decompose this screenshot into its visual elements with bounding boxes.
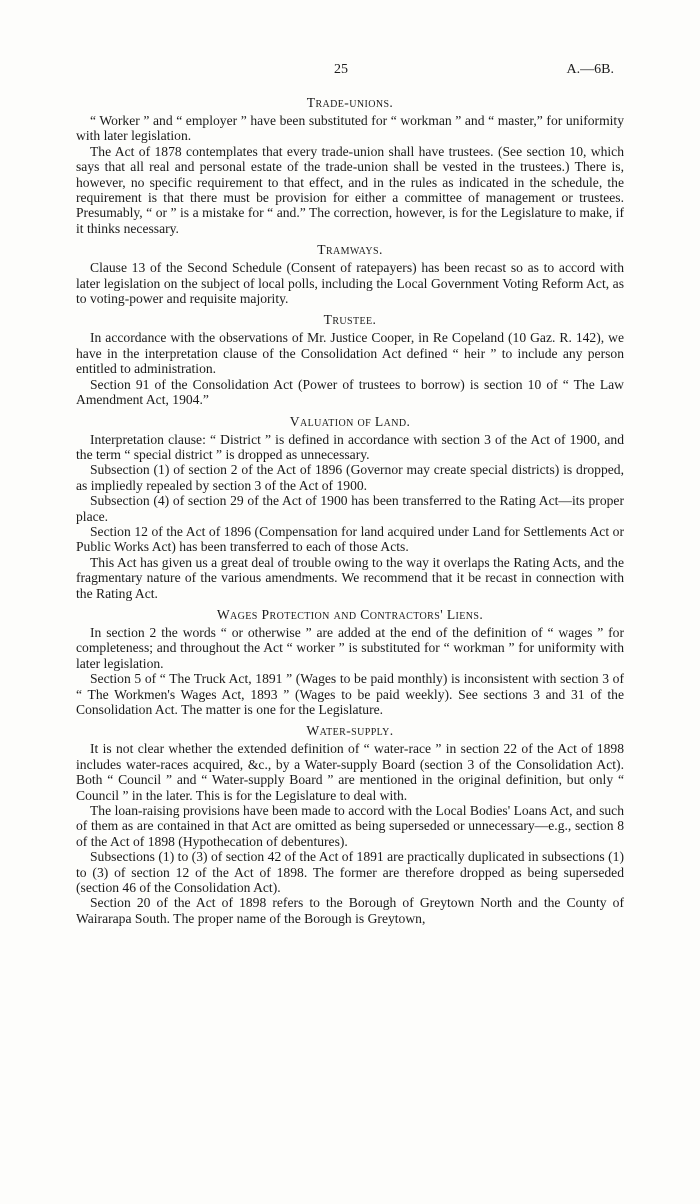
paragraph: Section 20 of the Act of 1898 refers to the Borough of Greytown North and the County of Wairarapa South. The proper name of the Borough is Greytown, xyxy=(76,895,624,926)
document-body xyxy=(76,95,624,932)
paragraph: Subsection (4) of section 29 of the Act of 1900 has been transferred to the Rating Act—its proper place. xyxy=(76,493,624,524)
section-heading: Wages Protection and Contractors' Liens. xyxy=(216,606,484,622)
paragraph: In section 2 the words “ or otherwise ” are added at the end of the definition of “ wages ” for completeness; and throughout the Act “ worker ” is substituted for “ workman ” for uniformity with later legislation. xyxy=(76,624,624,671)
section-wages-protection xyxy=(76,607,624,717)
paragraph: Section 5 of “ The Truck Act, 1891 ” (Wages to be paid monthly) is inconsistent with section 3 of “ The Workmen's Wages Act, 1893 ” (Wages to be paid weekly). See sections 3 and 31 of the Consolidation Act. The matter is one for the Legislature. xyxy=(76,671,624,717)
paragraph: Clause 13 of the Second Schedule (Consent of ratepayers) has been recast so as to accord with later legislation on the subject of local polls, including the Local Government Voting Reform Act, as to voting-power and requisite majority. xyxy=(76,260,624,307)
paragraph: In accordance with the observations of Mr. Justice Cooper, in Re Copeland (10 Gaz. R. 142), we have in the interpretation clause of the Consolidation Act defined “ heir ” to include any person entitled to administration. xyxy=(76,330,624,377)
section-water-supply xyxy=(76,723,624,926)
paragraph: This Act has given us a great deal of trouble owing to the way it overlaps the Rating Acts, and the fragmentary nature of the various amendments. We recommend that it be recast in connection with the Rating Act. xyxy=(76,554,624,601)
section-heading: Water-supply. xyxy=(306,723,394,739)
section-heading: Valuation of Land. xyxy=(289,413,411,429)
section-heading: Trustee. xyxy=(323,312,377,328)
page-header xyxy=(0,62,700,80)
paragraph: Subsections (1) to (3) of section 42 of the Act of 1891 are practically duplicated in subsections (1) to (3) of section 12 of the Act of 1898. The former are therefore dropped as being superseded (section 46 of the Consolidation Act). xyxy=(76,849,624,896)
paragraph: Section 91 of the Consolidation Act (Power of trustees to borrow) is section 10 of “ The Law Amendment Act, 1904.” xyxy=(76,376,624,408)
paragraph: It is not clear whether the extended definition of “ water-race ” in section 22 of the Act of 1898 includes water-races acquired, &c., by a Water-supply Board (section 3 of the Consolidation Act). Both “ Council ” and “ Water-supply Board ” are mentioned in the original definition, but only “ Council ” in the later. This is for the Legislature to deal with. xyxy=(76,741,624,803)
section-valuation-of-land xyxy=(76,414,624,601)
paragraph: The loan-raising provisions have been made to accord with the Local Bodies' Loans Act, and such of them as are contained in that Act are omitted as being superseded or unnecessary—e.g., section 8 of the Act of 1898 (Hypothecation of debentures). xyxy=(76,803,624,849)
paragraph: The Act of 1878 contemplates that every trade-union shall have trustees. (See section 10, which says that all real and personal estate of the trade-union shall be vested in the trustees.) There is, however, no specific requirement to that effect, and in the rules as indicated in the schedule, the requirement is that there must be provision for either a committee of management or trustees. Presumably, “ or ” is a mistake for “ and.” The correction, however, is for the Legislature to make, if it thinks necessary. xyxy=(76,143,624,236)
paragraph: Section 12 of the Act of 1896 (Compensation for land acquired under Land for Settlements Act or Public Works Act) has been transferred to each of those Acts. xyxy=(76,523,624,555)
document-reference: A.—6B. xyxy=(566,62,614,77)
page-number: 25 xyxy=(334,62,348,77)
paragraph: Interpretation clause: “ District ” is defined in accordance with section 3 of the Act of 1900, and the term “ special district ” is dropped as unnecessary. xyxy=(76,431,624,462)
section-tramways xyxy=(76,242,624,306)
section-trustee xyxy=(76,312,624,407)
section-heading: Tramways. xyxy=(317,242,383,258)
section-heading: Trade-unions. xyxy=(306,95,394,110)
section-trade-unions xyxy=(76,95,624,236)
paragraph: Subsection (1) of section 2 of the Act of 1896 (Governor may create special districts) is dropped, as impliedly repealed by section 3 of the Act of 1900. xyxy=(76,462,624,493)
paragraph: “ Worker ” and “ employer ” have been substituted for “ workman ” and “ master,” for uniformity with later legislation. xyxy=(76,113,624,144)
